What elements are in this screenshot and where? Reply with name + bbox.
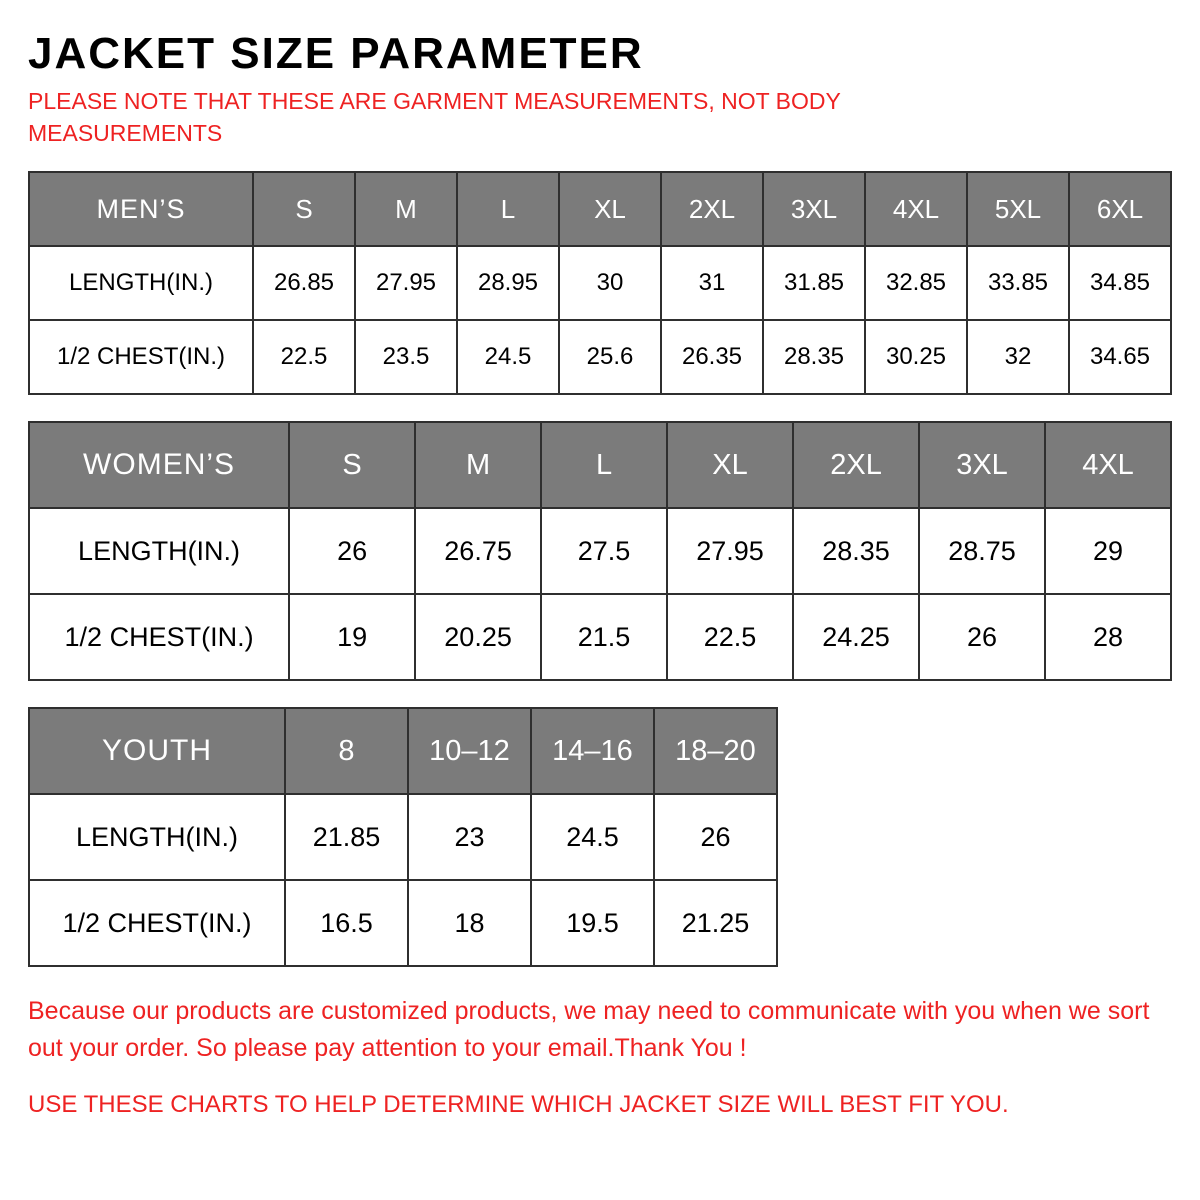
table-cell: 24.5 bbox=[531, 794, 654, 880]
womens-size-header: XL bbox=[667, 422, 793, 508]
mens-size-header: 4XL bbox=[865, 172, 967, 246]
table-cell: 21.5 bbox=[541, 594, 667, 680]
table-row bbox=[29, 320, 1171, 394]
table-row bbox=[29, 508, 1171, 594]
youth-size-header: 8 bbox=[285, 708, 408, 794]
womens-size-header: 3XL bbox=[919, 422, 1045, 508]
table-cell: 25.6 bbox=[559, 320, 661, 394]
row-label: LENGTH(IN.) bbox=[29, 508, 289, 594]
youth-size-table bbox=[28, 707, 778, 967]
table-cell: 26 bbox=[289, 508, 415, 594]
row-label: 1/2 CHEST(IN.) bbox=[29, 594, 289, 680]
row-label: 1/2 CHEST(IN.) bbox=[29, 320, 253, 394]
table-cell: 19 bbox=[289, 594, 415, 680]
table-cell: 21.25 bbox=[654, 880, 777, 966]
womens-header-label: WOMEN’S bbox=[29, 422, 289, 508]
table-cell: 28.75 bbox=[919, 508, 1045, 594]
table-row bbox=[29, 594, 1171, 680]
mens-size-header: 6XL bbox=[1069, 172, 1171, 246]
table-cell: 28.35 bbox=[793, 508, 919, 594]
table-cell: 23.5 bbox=[355, 320, 457, 394]
table-cell: 33.85 bbox=[967, 246, 1069, 320]
table-cell: 32.85 bbox=[865, 246, 967, 320]
mens-size-header: S bbox=[253, 172, 355, 246]
table-cell: 22.5 bbox=[667, 594, 793, 680]
page-title: JACKET SIZE PARAMETER bbox=[28, 29, 644, 78]
mens-size-header: XL bbox=[559, 172, 661, 246]
womens-size-header: S bbox=[289, 422, 415, 508]
table-cell: 28.95 bbox=[457, 246, 559, 320]
table-cell: 26 bbox=[919, 594, 1045, 680]
table-cell: 27.95 bbox=[355, 246, 457, 320]
mens-size-header: 5XL bbox=[967, 172, 1069, 246]
youth-size-header: 18–20 bbox=[654, 708, 777, 794]
mens-size-header: 2XL bbox=[661, 172, 763, 246]
womens-size-header: 2XL bbox=[793, 422, 919, 508]
row-label: LENGTH(IN.) bbox=[29, 794, 285, 880]
row-label: 1/2 CHEST(IN.) bbox=[29, 880, 285, 966]
row-label: LENGTH(IN.) bbox=[29, 246, 253, 320]
table-cell: 26.35 bbox=[661, 320, 763, 394]
table-cell: 21.85 bbox=[285, 794, 408, 880]
table-cell: 24.5 bbox=[457, 320, 559, 394]
table-cell: 34.85 bbox=[1069, 246, 1171, 320]
table-cell: 23 bbox=[408, 794, 531, 880]
youth-size-header: 14–16 bbox=[531, 708, 654, 794]
table-cell: 28 bbox=[1045, 594, 1171, 680]
womens-size-header: 4XL bbox=[1045, 422, 1171, 508]
table-cell: 30.25 bbox=[865, 320, 967, 394]
measurement-note: PLEASE NOTE THAT THESE ARE GARMENT MEASUREMENTS, NOT BODY MEASUREMENTS bbox=[28, 87, 841, 146]
table-cell: 30 bbox=[559, 246, 661, 320]
mens-size-header: L bbox=[457, 172, 559, 246]
table-cell: 34.65 bbox=[1069, 320, 1171, 394]
table-cell: 19.5 bbox=[531, 880, 654, 966]
table-cell: 27.95 bbox=[667, 508, 793, 594]
table-header-row bbox=[29, 172, 1171, 246]
womens-size-header: M bbox=[415, 422, 541, 508]
mens-size-header: 3XL bbox=[763, 172, 865, 246]
mens-size-table bbox=[28, 171, 1172, 395]
table-row bbox=[29, 880, 777, 966]
table-cell: 28.35 bbox=[763, 320, 865, 394]
mens-header-label: MEN’S bbox=[29, 172, 253, 246]
table-cell: 20.25 bbox=[415, 594, 541, 680]
mens-size-header: M bbox=[355, 172, 457, 246]
table-header-row bbox=[29, 708, 777, 794]
footer-note-customized: Because our products are customized products, we may need to communicate with you when we sort out your order. So please pay attention to your email.Thank You ! bbox=[28, 997, 1150, 1062]
table-cell: 26.85 bbox=[253, 246, 355, 320]
table-header-row bbox=[29, 422, 1171, 508]
womens-size-header: L bbox=[541, 422, 667, 508]
womens-size-table bbox=[28, 421, 1172, 681]
table-cell: 24.25 bbox=[793, 594, 919, 680]
table-row bbox=[29, 246, 1171, 320]
table-cell: 26.75 bbox=[415, 508, 541, 594]
footer-note-usage: USE THESE CHARTS TO HELP DETERMINE WHICH JACKET SIZE WILL BEST FIT YOU. bbox=[28, 1090, 1009, 1118]
table-cell: 32 bbox=[967, 320, 1069, 394]
table-cell: 26 bbox=[654, 794, 777, 880]
youth-header-label: YOUTH bbox=[29, 708, 285, 794]
table-cell: 16.5 bbox=[285, 880, 408, 966]
table-row bbox=[29, 794, 777, 880]
table-cell: 29 bbox=[1045, 508, 1171, 594]
youth-size-header: 10–12 bbox=[408, 708, 531, 794]
table-cell: 31 bbox=[661, 246, 763, 320]
table-cell: 22.5 bbox=[253, 320, 355, 394]
table-cell: 27.5 bbox=[541, 508, 667, 594]
table-cell: 18 bbox=[408, 880, 531, 966]
table-cell: 31.85 bbox=[763, 246, 865, 320]
